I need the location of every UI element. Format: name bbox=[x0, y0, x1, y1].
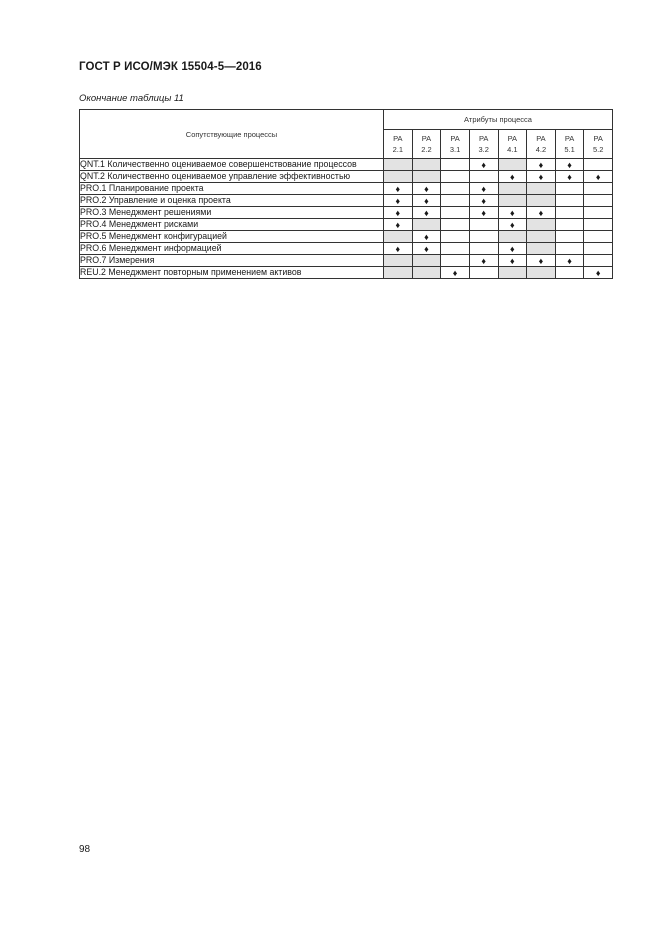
empty-cell bbox=[441, 183, 470, 195]
document-title: ГОСТ Р ИСО/МЭК 15504-5—2016 bbox=[79, 61, 262, 73]
empty-cell bbox=[441, 207, 470, 219]
empty-cell bbox=[555, 207, 584, 219]
table-row bbox=[80, 159, 613, 171]
table-row bbox=[80, 231, 613, 243]
table-caption: Окончание таблицы 11 bbox=[79, 93, 184, 104]
diamond-marker-cell: ♦ bbox=[498, 207, 527, 219]
process-name: PRO.7 Измерения bbox=[80, 255, 384, 267]
empty-cell bbox=[584, 195, 613, 207]
attribute-header-4 bbox=[498, 130, 527, 159]
empty-cell bbox=[498, 267, 527, 279]
empty-cell bbox=[584, 231, 613, 243]
diamond-marker-cell: ♦ bbox=[498, 243, 527, 255]
attribute-header-top: PA bbox=[536, 134, 546, 143]
empty-cell bbox=[469, 243, 498, 255]
empty-cell bbox=[498, 231, 527, 243]
empty-cell bbox=[469, 171, 498, 183]
empty-cell bbox=[498, 183, 527, 195]
empty-cell bbox=[412, 159, 441, 171]
empty-cell bbox=[527, 195, 556, 207]
diamond-marker-cell: ♦ bbox=[412, 207, 441, 219]
table-row bbox=[80, 243, 613, 255]
empty-cell bbox=[584, 207, 613, 219]
diamond-marker-cell: ♦ bbox=[555, 171, 584, 183]
empty-cell bbox=[384, 267, 413, 279]
attribute-header-number: 4.1 bbox=[507, 145, 518, 154]
empty-cell bbox=[555, 195, 584, 207]
empty-cell bbox=[441, 171, 470, 183]
empty-cell bbox=[469, 231, 498, 243]
process-name: QNT.2 Количественно оцениваемое управление эффективностью bbox=[80, 171, 384, 183]
attribute-header-6 bbox=[555, 130, 584, 159]
empty-cell bbox=[584, 255, 613, 267]
empty-cell bbox=[498, 159, 527, 171]
attribute-header-top: PA bbox=[450, 134, 460, 143]
table-row bbox=[80, 195, 613, 207]
process-name: PRO.2 Управление и оценка проекта bbox=[80, 195, 384, 207]
empty-cell bbox=[527, 231, 556, 243]
table-row bbox=[80, 183, 613, 195]
diamond-marker-cell: ♦ bbox=[384, 183, 413, 195]
process-column-header: Сопутствующие процессы bbox=[80, 110, 384, 159]
empty-cell bbox=[555, 231, 584, 243]
diamond-marker-cell: ♦ bbox=[555, 255, 584, 267]
diamond-marker-cell: ♦ bbox=[584, 267, 613, 279]
empty-cell bbox=[441, 159, 470, 171]
diamond-marker-cell: ♦ bbox=[469, 255, 498, 267]
empty-cell bbox=[441, 255, 470, 267]
empty-cell bbox=[584, 183, 613, 195]
empty-cell bbox=[441, 219, 470, 231]
attribute-header-number: 3.1 bbox=[449, 145, 461, 154]
attribute-header-number: 5.2 bbox=[592, 145, 604, 154]
attribute-header-top: PA bbox=[421, 134, 432, 143]
attribute-header-top: PA bbox=[507, 134, 518, 143]
empty-cell bbox=[527, 219, 556, 231]
empty-cell bbox=[584, 159, 613, 171]
diamond-marker-cell: ♦ bbox=[384, 243, 413, 255]
empty-cell bbox=[412, 171, 441, 183]
attribute-header-top: PA bbox=[478, 134, 489, 143]
process-name: PRO.3 Менеджмент решениями bbox=[80, 207, 384, 219]
attribute-header-number: 2.2 bbox=[421, 145, 432, 154]
table-row bbox=[80, 207, 613, 219]
diamond-marker-cell: ♦ bbox=[441, 267, 470, 279]
empty-cell bbox=[584, 219, 613, 231]
empty-cell bbox=[584, 243, 613, 255]
attribute-header-7 bbox=[584, 130, 613, 159]
empty-cell bbox=[441, 243, 470, 255]
process-name: PRO.4 Менеджмент рисками bbox=[80, 219, 384, 231]
process-name: PRO.1 Планирование проекта bbox=[80, 183, 384, 195]
empty-cell bbox=[412, 255, 441, 267]
attribute-header-top: PA bbox=[564, 134, 575, 143]
diamond-marker-cell: ♦ bbox=[498, 171, 527, 183]
empty-cell bbox=[498, 195, 527, 207]
diamond-marker-cell: ♦ bbox=[412, 243, 441, 255]
empty-cell bbox=[441, 231, 470, 243]
process-name: REU.2 Менеджмент повторным применением активов bbox=[80, 267, 384, 279]
empty-cell bbox=[527, 267, 556, 279]
empty-cell bbox=[555, 219, 584, 231]
diamond-marker-cell: ♦ bbox=[384, 207, 413, 219]
diamond-marker-cell: ♦ bbox=[527, 159, 556, 171]
empty-cell bbox=[384, 171, 413, 183]
attributes-column-header: Атрибуты процесса bbox=[384, 110, 613, 130]
attribute-header-5 bbox=[527, 130, 556, 159]
attribute-header-1 bbox=[412, 130, 441, 159]
empty-cell bbox=[555, 267, 584, 279]
diamond-marker-cell: ♦ bbox=[384, 195, 413, 207]
process-name: PRO.6 Менеджмент информацией bbox=[80, 243, 384, 255]
diamond-marker-cell: ♦ bbox=[469, 207, 498, 219]
empty-cell bbox=[555, 243, 584, 255]
table-row bbox=[80, 219, 613, 231]
diamond-marker-cell: ♦ bbox=[412, 195, 441, 207]
diamond-marker-cell: ♦ bbox=[469, 183, 498, 195]
empty-cell bbox=[384, 231, 413, 243]
empty-cell bbox=[384, 255, 413, 267]
attribute-header-number: 3.2 bbox=[478, 145, 489, 154]
attribute-header-number: 5.1 bbox=[564, 145, 575, 154]
diamond-marker-cell: ♦ bbox=[527, 207, 556, 219]
diamond-marker-cell: ♦ bbox=[527, 255, 556, 267]
attribute-header-number: 2.1 bbox=[392, 145, 404, 154]
diamond-marker-cell: ♦ bbox=[498, 219, 527, 231]
page-number: 98 bbox=[79, 844, 91, 855]
empty-cell bbox=[527, 183, 556, 195]
empty-cell bbox=[555, 183, 584, 195]
diamond-marker-cell: ♦ bbox=[498, 255, 527, 267]
attribute-header-number: 4.2 bbox=[535, 145, 547, 154]
attribute-header-top: PA bbox=[593, 134, 603, 143]
empty-cell bbox=[441, 195, 470, 207]
empty-cell bbox=[527, 243, 556, 255]
diamond-marker-cell: ♦ bbox=[412, 183, 441, 195]
diamond-marker-cell: ♦ bbox=[384, 219, 413, 231]
attribute-header-top: PA bbox=[393, 134, 403, 143]
attribute-header-2 bbox=[441, 130, 470, 159]
diamond-marker-cell: ♦ bbox=[527, 171, 556, 183]
diamond-marker-cell: ♦ bbox=[584, 171, 613, 183]
process-name: PRO.5 Менеджмент конфигурацией bbox=[80, 231, 384, 243]
diamond-marker-cell: ♦ bbox=[412, 231, 441, 243]
empty-cell bbox=[469, 219, 498, 231]
empty-cell bbox=[412, 267, 441, 279]
diamond-marker-cell: ♦ bbox=[469, 195, 498, 207]
table-row bbox=[80, 255, 613, 267]
empty-cell bbox=[469, 267, 498, 279]
diamond-marker-cell: ♦ bbox=[469, 159, 498, 171]
attribute-header-0 bbox=[384, 130, 413, 159]
diamond-marker-cell: ♦ bbox=[555, 159, 584, 171]
attribute-header-3 bbox=[469, 130, 498, 159]
attributes-table bbox=[79, 109, 613, 279]
table-row bbox=[80, 267, 613, 279]
table-row bbox=[80, 171, 613, 183]
empty-cell bbox=[384, 159, 413, 171]
empty-cell bbox=[412, 219, 441, 231]
process-name: QNT.1 Количественно оцениваемое совершенствование процессов bbox=[80, 159, 384, 171]
